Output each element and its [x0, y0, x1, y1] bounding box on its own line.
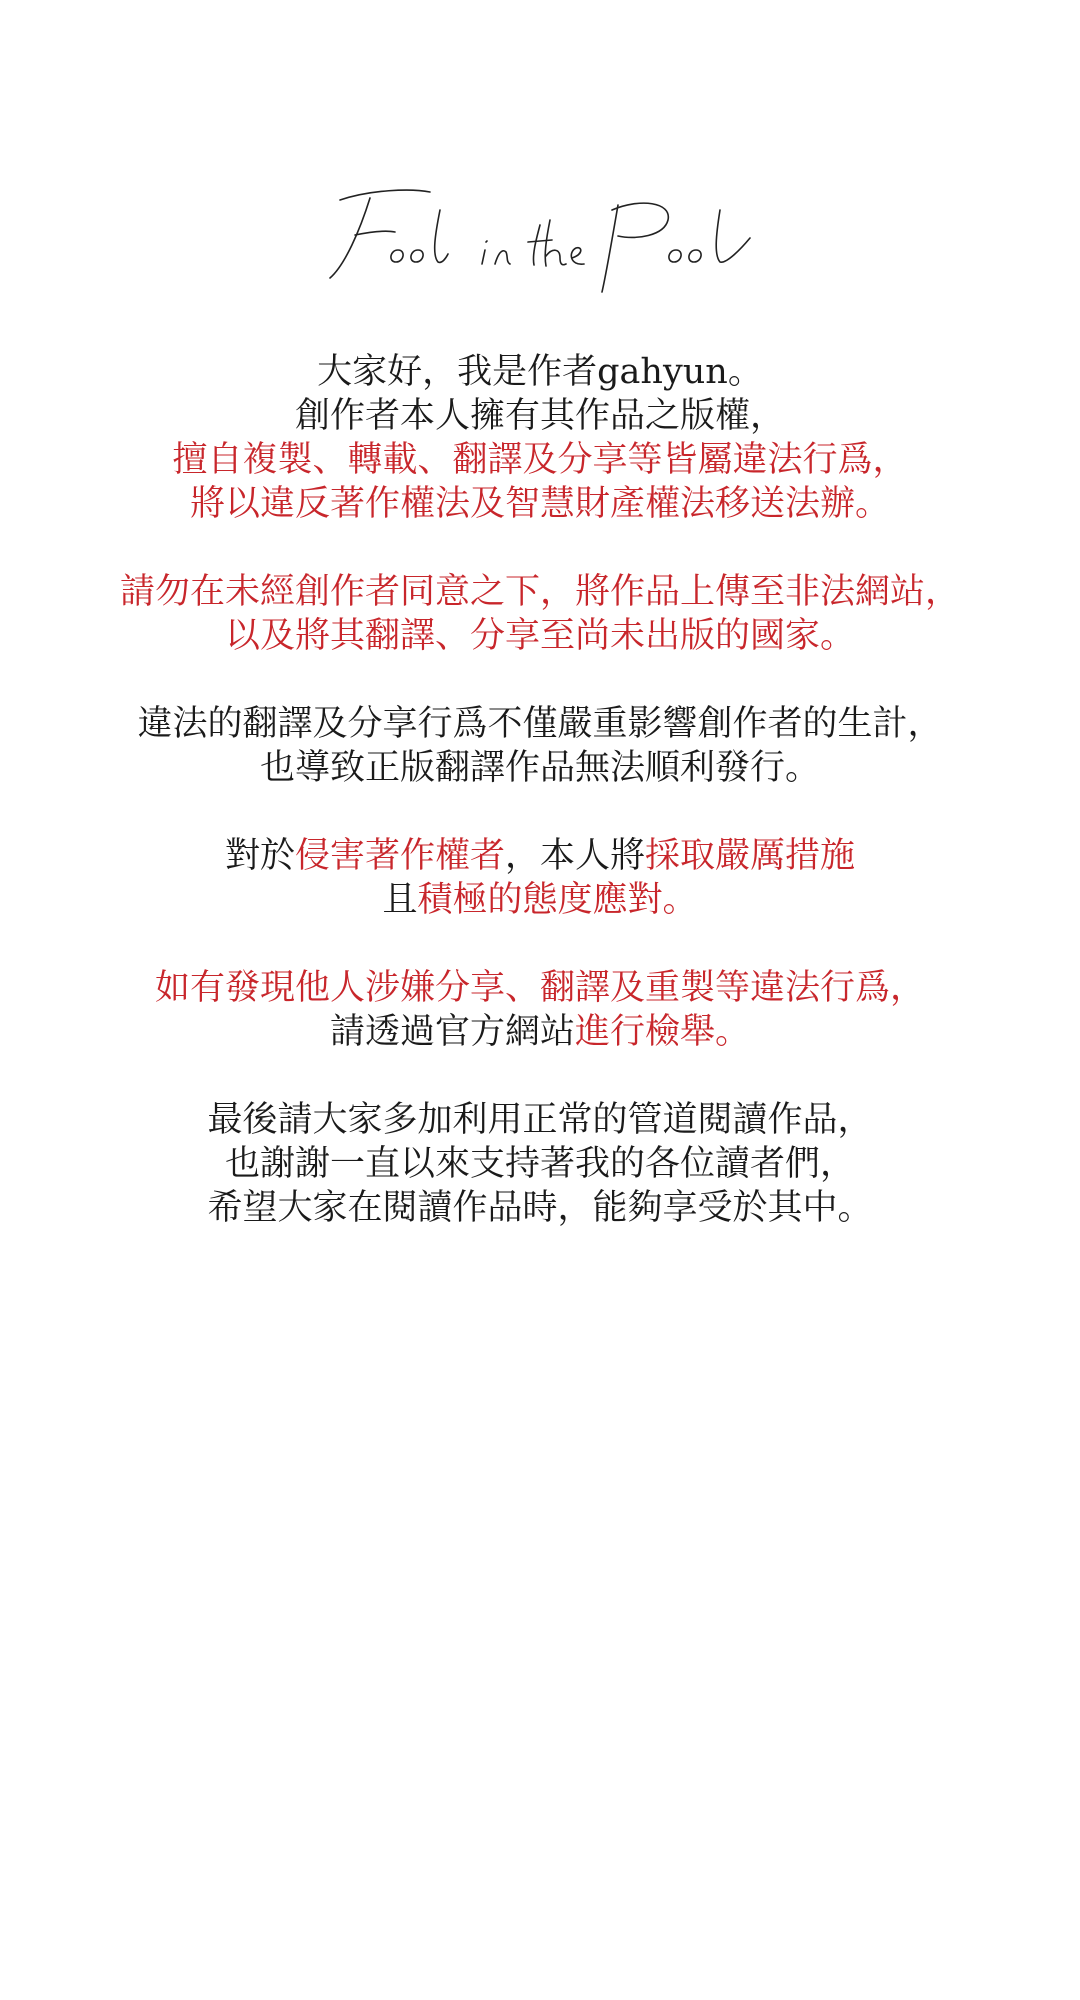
copyright-notice — [0, 350, 1080, 1274]
report-highlight: 進行檢舉。 — [575, 1012, 751, 1052]
thanks-line-3: 希望大家在閱讀作品時，能夠享受於其中。 — [207, 1188, 873, 1228]
notice-paragraph-greeting — [0, 350, 1080, 526]
greeting-line: 大家好，我是作者gahyun。 — [317, 352, 763, 392]
notice-paragraph-measures — [0, 834, 1080, 922]
notice-paragraph-report — [0, 966, 1080, 1054]
copyright-ownership-line: 創作者本人擁有其作品之版權， — [294, 396, 785, 436]
measures-line-1 — [0, 834, 1080, 878]
report-text: 請透過官方網站 — [329, 1012, 575, 1052]
thanks-line-2: 也謝謝一直以來支持著我的各位讀者們， — [224, 1144, 855, 1184]
legal-action-warning-line: 將以違反著作權法及智慧財產權法移送法辦。 — [189, 484, 890, 524]
notice-paragraph-upload-warning — [0, 570, 1080, 658]
no-translation-share-line: 以及將其翻譯、分享至尚未出版的國家。 — [224, 616, 855, 656]
measures-text: 對於 — [224, 836, 295, 876]
measures-line-2 — [0, 878, 1080, 922]
thanks-line-1: 最後請大家多加利用正常的管道閱讀作品， — [207, 1100, 873, 1140]
logo-signature — [300, 180, 780, 300]
notice-paragraph-thanks — [0, 1098, 1080, 1230]
report-line-1: 如有發現他人涉嫌分享、翻譯及重製等違法行爲， — [154, 968, 925, 1008]
measures-highlight: 積極的態度應對。 — [417, 880, 698, 920]
no-upload-line: 請勿在未經創作者同意之下，將作品上傳至非法網站， — [119, 572, 960, 612]
fool-in-the-pool-logo — [300, 180, 780, 300]
measures-highlight: 侵害著作權者 — [294, 836, 505, 876]
measures-text: ，本人將 — [505, 836, 646, 876]
notice-paragraph-impact — [0, 702, 1080, 790]
measures-text: 且 — [382, 880, 418, 920]
report-line-2 — [0, 1010, 1080, 1054]
impact-line-1: 違法的翻譯及分享行爲不僅嚴重影響創作者的生計， — [137, 704, 943, 744]
illegal-acts-warning-line: 擅自複製、轉載、翻譯及分享等皆屬違法行爲， — [172, 440, 908, 480]
measures-highlight: 採取嚴厲措施 — [645, 836, 856, 876]
impact-line-2: 也導致正版翻譯作品無法順利發行。 — [259, 748, 820, 788]
